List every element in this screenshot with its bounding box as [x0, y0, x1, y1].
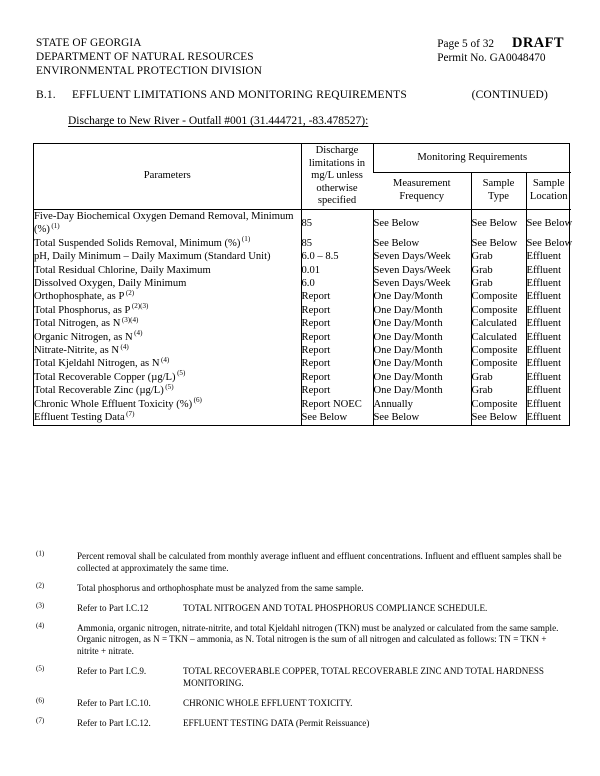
cell-sample-type: Calculated: [471, 317, 526, 330]
cell-parameter: Total Nitrogen, as N $^{(3)(4)}$: [34, 315, 139, 330]
column-header-discharge-limitations: [301, 144, 373, 210]
cell-sample-location: Effluent: [526, 317, 571, 330]
section-heading: [36, 89, 564, 101]
footnote-superscript: (1): [241, 235, 251, 244]
footnote-superscript: (2): [125, 288, 135, 297]
cell-measurement-frequency: One Day/Month: [373, 290, 471, 303]
cell-sample-location: Effluent: [526, 290, 571, 303]
footnote-description: EFFLUENT TESTING DATA (Permit Reissuance): [183, 717, 370, 728]
cell-sample-location: See Below: [526, 237, 573, 249]
section-continued-label: (CONTINUED): [471, 89, 548, 101]
cell-measurement-frequency: Seven Days/Week: [373, 277, 471, 290]
table-row: [34, 237, 571, 250]
column-header-parameters: Parameters: [34, 144, 301, 210]
footnote-reference: Refer to Part I.C.12.: [77, 717, 151, 728]
cell-sample-type: Calculated: [471, 331, 526, 344]
footnote-superscript: (5): [177, 369, 186, 378]
cell-sample-type: Composite: [471, 290, 526, 303]
cell-parameter: Effluent Testing Data $^{(7)}$: [34, 409, 135, 424]
footnotes-section: [36, 551, 570, 738]
cell-sample-location: Effluent: [526, 331, 571, 344]
cell-discharge-limit: Report: [301, 331, 373, 344]
footnote-body: [77, 718, 570, 730]
footnote-reference: Refer to Part I.C.9.: [77, 666, 147, 677]
table-row: [34, 304, 571, 317]
cell-sample-location: See Below: [526, 210, 571, 237]
cell-discharge-limit: See Below: [301, 411, 373, 424]
footnote-item: [36, 551, 570, 574]
table-row: [34, 250, 571, 263]
effluent-limitations-table: [34, 144, 571, 425]
document-header: [36, 36, 564, 78]
cell-measurement-frequency: See Below: [373, 237, 471, 250]
footnote-marker: (4): [36, 621, 45, 630]
footnote-item: [36, 666, 570, 689]
column-header-sample-location: [526, 173, 571, 210]
outfall-subtitle: Discharge to New River - Outfall #001 (31.444721, -83.478527):: [68, 115, 369, 127]
cell-sample-location: Effluent: [526, 344, 571, 357]
cell-parameter: Total Kjeldahl Nitrogen, as N $^{(4)}$: [34, 355, 170, 370]
footnote-superscript: (3)(4): [121, 315, 139, 324]
table-row: [34, 411, 571, 424]
cell-sample-type: Composite: [471, 357, 526, 370]
cell-measurement-frequency: One Day/Month: [373, 317, 471, 330]
effluent-limitations-table-wrap: [33, 143, 573, 426]
section-number: B.1.: [36, 89, 56, 101]
cell-sample-location: Effluent: [526, 304, 571, 317]
cell-measurement-frequency: Seven Days/Week: [373, 264, 471, 277]
table-row: [34, 344, 571, 357]
cell-sample-type: Composite: [471, 398, 526, 411]
discharge-head-line-4: otherwise: [316, 182, 358, 194]
footnote-item: [36, 698, 570, 710]
footnote-superscript: (2)(3): [131, 302, 149, 311]
cell-discharge-limit: Report: [301, 357, 373, 370]
footnote-superscript: (4): [160, 355, 170, 364]
cell-sample-type: See Below: [471, 210, 526, 237]
table-row: [34, 384, 571, 397]
cell-parameter: Total Suspended Solids Removal, Minimum (%) $^{(1)}$: [34, 235, 251, 249]
footnote-item: [36, 583, 570, 595]
table-row: [34, 357, 571, 370]
cell-measurement-frequency: See Below: [373, 411, 471, 424]
table-row: [34, 398, 571, 411]
cell-measurement-frequency: One Day/Month: [373, 384, 471, 397]
cell-parameter: Organic Nitrogen, as N $^{(4)}$: [34, 329, 143, 343]
column-header-sample-type: [471, 173, 526, 210]
cell-sample-type: Composite: [471, 344, 526, 357]
footnote-item: [36, 623, 570, 658]
cell-discharge-limit: Report: [301, 344, 373, 357]
footnote-marker: (1): [36, 549, 45, 558]
cell-discharge-limit: Report NOEC: [301, 398, 373, 411]
table-row: [34, 331, 571, 344]
section-title: EFFLUENT LIMITATIONS AND MONITORING REQUIREMENTS: [72, 89, 407, 101]
footnote-superscript: (4): [120, 342, 129, 351]
footnote-body: [77, 603, 570, 615]
cell-parameter: Nitrate-Nitrite, as N $^{(4)}$: [34, 342, 129, 357]
cell-measurement-frequency: Annually: [373, 398, 471, 411]
footnote-superscript: (4): [134, 329, 143, 338]
discharge-head-line-1: Discharge: [315, 145, 359, 157]
footnote-body: Ammonia, organic nitrogen, nitrate-nitrite, and total Kjeldahl nitrogen (TKN) must be analyzed or calculated from the same sample. Organic nitrogen, as N = TKN – ammonia, as N. Total nitrogen is the sum of all nitrogen and calculated as follows: TN = TKN + nitrite + nitrate.: [77, 622, 559, 657]
cell-sample-location: Effluent: [526, 411, 571, 424]
cell-parameter: Total Recoverable Copper (µg/L) $^{(5)}$: [34, 369, 186, 383]
type-head-line-2: Type: [487, 191, 510, 202]
table-row: [34, 277, 571, 290]
cell-measurement-frequency: One Day/Month: [373, 357, 471, 370]
cell-sample-location: Effluent: [526, 371, 571, 384]
cell-discharge-limit: 85: [301, 210, 373, 237]
cell-parameter: Total Recoverable Zinc (µg/L) $^{(5)}$: [34, 382, 174, 397]
footnote-marker: (5): [36, 664, 45, 673]
cell-parameter: pH, Daily Minimum – Daily Maximum (Standard Unit): [34, 251, 271, 263]
discharge-head-line-3: mg/L unless: [311, 170, 363, 182]
cell-sample-location: Effluent: [526, 398, 571, 411]
footnote-description: TOTAL NITROGEN AND TOTAL PHOSPHORUS COMPLIANCE SCHEDULE.: [183, 602, 488, 613]
cell-discharge-limit: Report: [301, 317, 373, 330]
cell-sample-location: Effluent: [526, 384, 571, 397]
permit-number-label: Permit No. GA0048470: [437, 52, 546, 64]
footnote-reference: Refer to Part I.C.12: [77, 602, 149, 613]
cell-measurement-frequency: One Day/Month: [373, 344, 471, 357]
discharge-head-line-5: specified: [317, 195, 357, 207]
cell-sample-type: Grab: [471, 250, 526, 263]
footnote-body: [77, 666, 570, 689]
column-header-measurement-frequency: [373, 173, 471, 210]
draft-stamp: DRAFT: [512, 35, 564, 51]
cell-sample-type: See Below: [471, 411, 526, 424]
discharge-head-line-2: limitations in: [308, 157, 366, 169]
cell-discharge-limit: Report: [301, 371, 373, 384]
footnote-body: Percent removal shall be calculated from monthly average influent and effluent concentrations. Influent and effluent samples shall be collected at approximately the same time.: [77, 551, 562, 573]
column-header-monitoring-requirements: Monitoring Requirements: [373, 144, 571, 173]
table-body: [34, 210, 571, 425]
loc-head-line-1: Sample: [532, 178, 565, 190]
cell-sample-type: Grab: [471, 371, 526, 384]
freq-head-line-2: Frequency: [399, 191, 445, 202]
type-head-line-1: Sample: [482, 178, 515, 190]
footnote-marker: (2): [36, 581, 45, 590]
cell-sample-type: Grab: [471, 384, 526, 397]
table-head: [34, 144, 571, 210]
cell-parameter: Dissolved Oxygen, Daily Minimum: [34, 278, 187, 290]
footnote-body: [77, 698, 570, 710]
cell-discharge-limit: 0.01: [301, 264, 373, 277]
cell-sample-type: Composite: [471, 304, 526, 317]
cell-sample-location: Effluent: [526, 264, 571, 277]
cell-discharge-limit: Report: [301, 304, 373, 317]
agency-block: [36, 36, 262, 78]
cell-sample-type: See Below: [471, 237, 526, 250]
cell-parameter: Orthophosphate, as P $^{(2)}$: [34, 288, 135, 303]
table-row: [34, 210, 571, 237]
table-row: [34, 264, 571, 277]
footnote-marker: (6): [36, 696, 45, 705]
footnote-superscript: (6): [193, 396, 202, 405]
footnote-body: Total phosphorus and orthophosphate must be analyzed from the same sample.: [77, 582, 364, 593]
footnote-marker: (7): [36, 716, 45, 725]
footnote-description: TOTAL RECOVERABLE COPPER, TOTAL RECOVERABLE ZINC AND TOTAL HARDNESS MONITORING.: [183, 666, 544, 688]
footnote-item: [36, 603, 570, 615]
page-and-draft-line: [437, 36, 564, 51]
cell-parameter: Five-Day Biochemical Oxygen Demand Removal, Minimum (%) $^{(1)}$: [34, 211, 294, 236]
loc-head-line-2: Location: [529, 191, 568, 202]
cell-sample-type: Grab: [471, 264, 526, 277]
footnote-reference: Refer to Part I.C.10.: [77, 697, 151, 708]
table-header-row-1: [34, 144, 571, 173]
agency-line-1: STATE OF GEORGIA: [36, 37, 142, 49]
cell-measurement-frequency: Seven Days/Week: [373, 250, 471, 263]
table-row: [34, 290, 571, 303]
footnote-item: [36, 718, 570, 730]
footnote-superscript: (5): [165, 382, 174, 391]
agency-line-3: ENVIRONMENTAL PROTECTION DIVISION: [36, 65, 263, 77]
cell-discharge-limit: Report: [301, 384, 373, 397]
cell-sample-location: Effluent: [526, 277, 571, 290]
cell-parameter: Chronic Whole Effluent Toxicity (%) $^{(6)}$: [34, 396, 202, 410]
freq-head-line-1: Measurement: [392, 178, 451, 190]
cell-discharge-limit: Report: [301, 290, 373, 303]
cell-discharge-limit: 6.0: [301, 277, 373, 290]
cell-sample-location: Effluent: [526, 357, 571, 370]
cell-measurement-frequency: One Day/Month: [373, 331, 471, 344]
cell-measurement-frequency: See Below: [373, 210, 471, 237]
cell-sample-location: Effluent: [526, 250, 571, 263]
cell-discharge-limit: 6.0 – 8.5: [301, 250, 373, 263]
agency-line-2: DEPARTMENT OF NATURAL RESOURCES: [36, 51, 254, 63]
cell-parameter: Total Phosphorus, as P $^{(2)(3)}$: [34, 302, 149, 316]
cell-discharge-limit: 85: [301, 237, 373, 250]
cell-sample-type: Grab: [471, 277, 526, 290]
page-number-label: Page 5 of 32: [437, 38, 495, 50]
footnote-superscript: (1): [51, 221, 60, 230]
cell-measurement-frequency: One Day/Month: [373, 371, 471, 384]
table-row: [34, 371, 571, 384]
permit-block: [431, 36, 564, 65]
footnote-description: CHRONIC WHOLE EFFLUENT TOXICITY.: [183, 697, 353, 708]
table-row: [34, 317, 571, 330]
cell-measurement-frequency: One Day/Month: [373, 304, 471, 317]
footnote-superscript: (7): [126, 409, 135, 418]
cell-parameter: Total Residual Chlorine, Daily Maximum: [34, 264, 211, 276]
footnote-marker: (3): [36, 601, 45, 610]
